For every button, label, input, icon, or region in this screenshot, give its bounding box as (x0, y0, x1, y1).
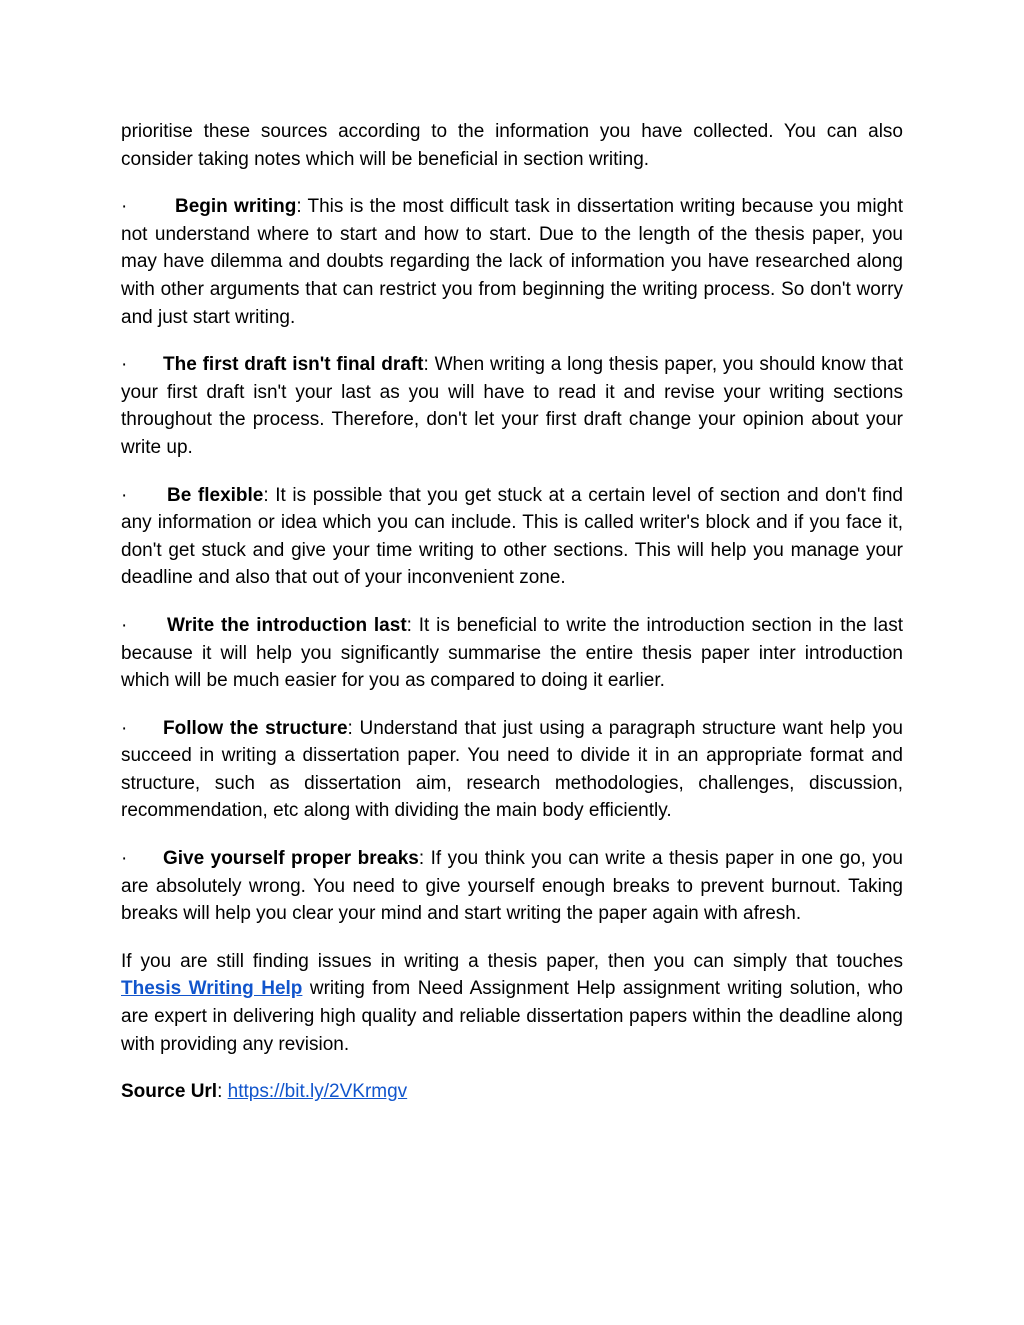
source-separator: : (217, 1081, 228, 1103)
source-label: Source Url (121, 1081, 218, 1103)
bullet-title: Give yourself proper breaks (163, 848, 419, 870)
bullet-title: Write the introduction last (167, 614, 407, 636)
bullet-title: Follow the structure (163, 717, 348, 739)
bullet-dot: · (121, 484, 128, 506)
bullet-paragraph-first-draft (121, 351, 903, 461)
source-url-link[interactable]: https://bit.ly/2VKrmgv (227, 1081, 408, 1103)
bullet-paragraph-follow-structure (121, 715, 903, 825)
bullet-text: : When writing a long thesis paper, you should know that your first draft isn't your last as you will have to read it and revise your writing sections throughout the process. Therefore, don't let your first draft change your opinion about your write up. (121, 354, 903, 458)
bullet-dot: · (121, 614, 128, 636)
bullet-text: : It is beneficial to write the introduction section in the last because it will help you significantly summarise the entire thesis paper inter introduction which will be much easier for you as compared to doing it earlier. (121, 614, 903, 692)
bullet-title: Be flexible (167, 484, 264, 506)
bullet-text: : If you think you can write a thesis paper in one go, you are absolutely wrong. You need to give yourself enough breaks to prevent burnout. Taking breaks will help you clear your mind and start writing the paper again with afresh. (121, 848, 903, 925)
bullet-paragraph-be-flexible (121, 482, 903, 592)
document-page (121, 118, 903, 1126)
bullet-paragraph-proper-breaks (121, 845, 903, 928)
closing-paragraph (121, 948, 903, 1058)
intro-text: prioritise these sources according to the information you have collected. You can also consider taking notes which will be beneficial in section writing. (121, 121, 903, 170)
bullet-title: Begin writing (175, 196, 297, 218)
source-line (121, 1078, 903, 1106)
closing-text-before: If you are still finding issues in writing a thesis paper, then you can simply that touches (121, 950, 903, 972)
bullet-paragraph-introduction-last (121, 612, 903, 695)
thesis-writing-help-link[interactable]: Thesis Writing Help (121, 978, 303, 1000)
bullet-dot: · (121, 196, 128, 218)
intro-paragraph (121, 118, 903, 173)
bullet-text: : It is possible that you get stuck at a certain level of section and don't find any information or idea which you can include. This is called writer's block and if you face it, don't get stuck and give your time writing to other sections. This will help you manage your deadline and also that out of your inconvenient zone. (121, 484, 903, 589)
bullet-dot: · (121, 717, 128, 739)
bullet-text: : Understand that just using a paragraph structure want help you succeed in writing a dissertation paper. You need to divide it in an appropriate format and structure, such as dissertation aim, research methodologies, challenges, discussion, recommendation, etc along with dividing the main body efficiently. (121, 717, 903, 822)
closing-text-after: writing from Need Assignment Help assignment writing solution, who are expert in delivering high quality and reliable dissertation papers within the deadline along with providing any revision. (121, 978, 903, 1055)
bullet-dot: · (121, 848, 128, 870)
bullet-text: : This is the most difficult task in dissertation writing because you might not understand where to start and how to start. Due to the length of the thesis paper, you may have dilemma and doubts regarding the lack of information you have researched along with other arguments that can restrict you from beginning the writing process. So don't worry and just start writing. (121, 196, 903, 328)
bullet-title: The first draft isn't final draft (163, 354, 424, 376)
bullet-dot: · (121, 354, 128, 376)
bullet-paragraph-begin-writing (121, 193, 903, 331)
